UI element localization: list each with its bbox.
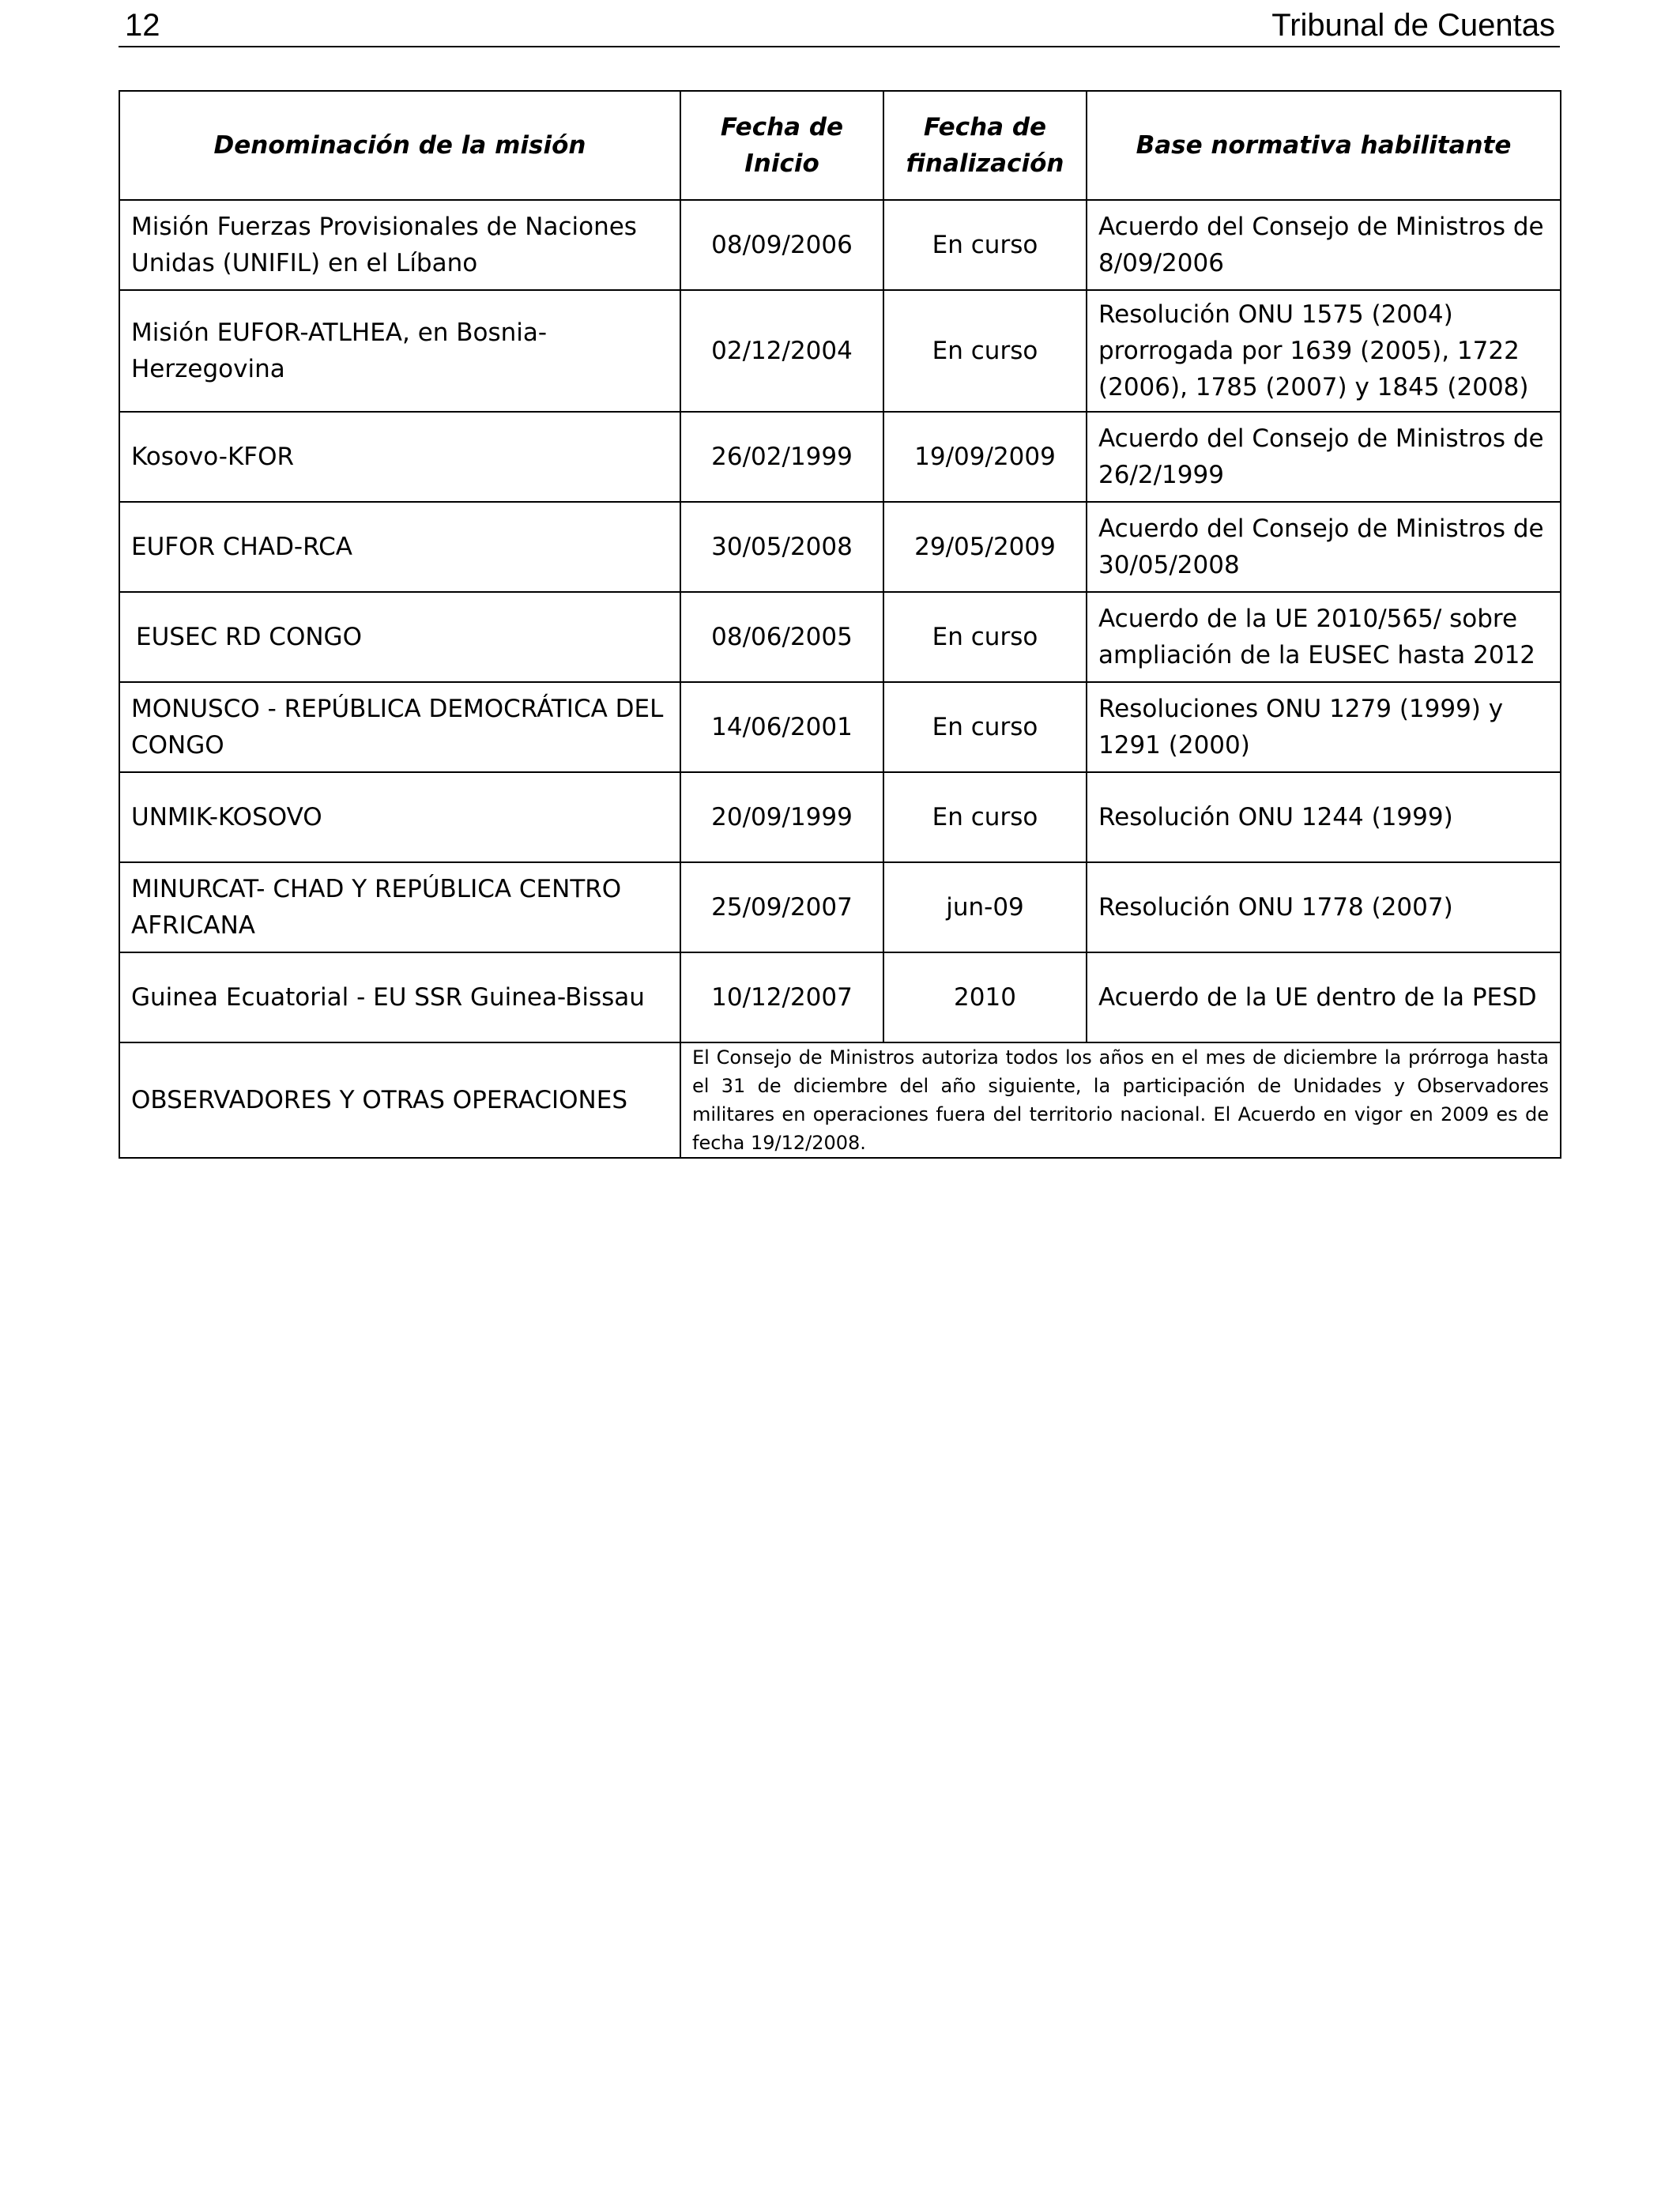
- end-date-cell: En curso: [883, 682, 1087, 772]
- end-date-cell: En curso: [883, 200, 1087, 290]
- table-row: [119, 952, 1561, 1042]
- mission-name-cell: Misión Fuerzas Provisionales de Naciones Unidas (UNIFIL) en el Líbano: [119, 200, 680, 290]
- mission-name-cell: UNMIK-KOSOVO: [119, 772, 680, 862]
- end-date-cell: jun-09: [883, 862, 1087, 952]
- end-date-cell: 29/05/2009: [883, 502, 1087, 592]
- mission-name-cell: MONUSCO - REPÚBLICA DEMOCRÁTICA DEL CONGO: [119, 682, 680, 772]
- legal-basis-cell: Resoluciones ONU 1279 (1999) y 1291 (2000): [1087, 682, 1561, 772]
- legal-basis-cell: Acuerdo de la UE dentro de la PESD: [1087, 952, 1561, 1042]
- start-date-cell: 14/06/2001: [680, 682, 883, 772]
- start-date-cell: 20/09/1999: [680, 772, 883, 862]
- legal-basis-cell: Acuerdo del Consejo de Ministros de 26/2/1999: [1087, 412, 1561, 502]
- page-header: [119, 0, 1560, 47]
- table-row: [119, 502, 1561, 592]
- start-date-cell: 26/02/1999: [680, 412, 883, 502]
- table-row-observers: [119, 1042, 1561, 1158]
- start-date-cell: 08/09/2006: [680, 200, 883, 290]
- end-date-cell: 19/09/2009: [883, 412, 1087, 502]
- table-row: [119, 862, 1561, 952]
- end-date-cell: En curso: [883, 290, 1087, 412]
- end-date-cell: En curso: [883, 592, 1087, 682]
- legal-basis-cell: Resolución ONU 1244 (1999): [1087, 772, 1561, 862]
- mission-name-cell: OBSERVADORES Y OTRAS OPERACIONES: [119, 1042, 680, 1158]
- mission-name-cell: MINURCAT- CHAD Y REPÚBLICA CENTRO AFRICANA: [119, 862, 680, 952]
- legal-basis-cell: Acuerdo de la UE 2010/565/ sobre ampliación de la EUSEC hasta 2012: [1087, 592, 1561, 682]
- mission-name-cell: EUFOR CHAD-RCA: [119, 502, 680, 592]
- column-header-end-date: Fecha de finalización: [883, 91, 1087, 200]
- start-date-cell: 10/12/2007: [680, 952, 883, 1042]
- table-row: [119, 290, 1561, 412]
- table-row: [119, 682, 1561, 772]
- table-row: [119, 772, 1561, 862]
- running-title: Tribunal de Cuentas: [1271, 8, 1555, 43]
- missions-table: [119, 90, 1561, 1159]
- start-date-cell: 25/09/2007: [680, 862, 883, 952]
- mission-name-cell: Guinea Ecuatorial - EU SSR Guinea-Bissau: [119, 952, 680, 1042]
- legal-basis-cell: Acuerdo del Consejo de Ministros de 30/05/2008: [1087, 502, 1561, 592]
- page-number: 12: [125, 8, 160, 43]
- start-date-cell: 30/05/2008: [680, 502, 883, 592]
- table-row: [119, 200, 1561, 290]
- mission-name-cell: Misión EUFOR-ATLHEA, en Bosnia-Herzegovina: [119, 290, 680, 412]
- end-date-cell: En curso: [883, 772, 1087, 862]
- table-row: [119, 412, 1561, 502]
- column-header-start-date: Fecha de Inicio: [680, 91, 883, 200]
- mission-name-cell: EUSEC RD CONGO: [119, 592, 680, 682]
- table-header-row: [119, 91, 1561, 200]
- mission-name-cell: Kosovo-KFOR: [119, 412, 680, 502]
- start-date-cell: 02/12/2004: [680, 290, 883, 412]
- column-header-mission-name: Denominación de la misión: [119, 91, 680, 200]
- legal-basis-cell: Resolución ONU 1575 (2004) prorrogada por 1639 (2005), 1722 (2006), 1785 (2007) y 1845 (2008): [1087, 290, 1561, 412]
- legal-basis-cell: Acuerdo del Consejo de Ministros de 8/09/2006: [1087, 200, 1561, 290]
- table-row: [119, 592, 1561, 682]
- observers-note-cell: El Consejo de Ministros autoriza todos los años en el mes de diciembre la prórroga hasta el 31 de diciembre del año siguiente, la participación de Unidades y Observadores militares en operaciones fuera del territorio nacional. El Acuerdo en vigor en 2009 es de fecha 19/12/2008.: [680, 1042, 1561, 1158]
- end-date-cell: 2010: [883, 952, 1087, 1042]
- start-date-cell: 08/06/2005: [680, 592, 883, 682]
- column-header-legal-basis: Base normativa habilitante: [1087, 91, 1561, 200]
- legal-basis-cell: Resolución ONU 1778 (2007): [1087, 862, 1561, 952]
